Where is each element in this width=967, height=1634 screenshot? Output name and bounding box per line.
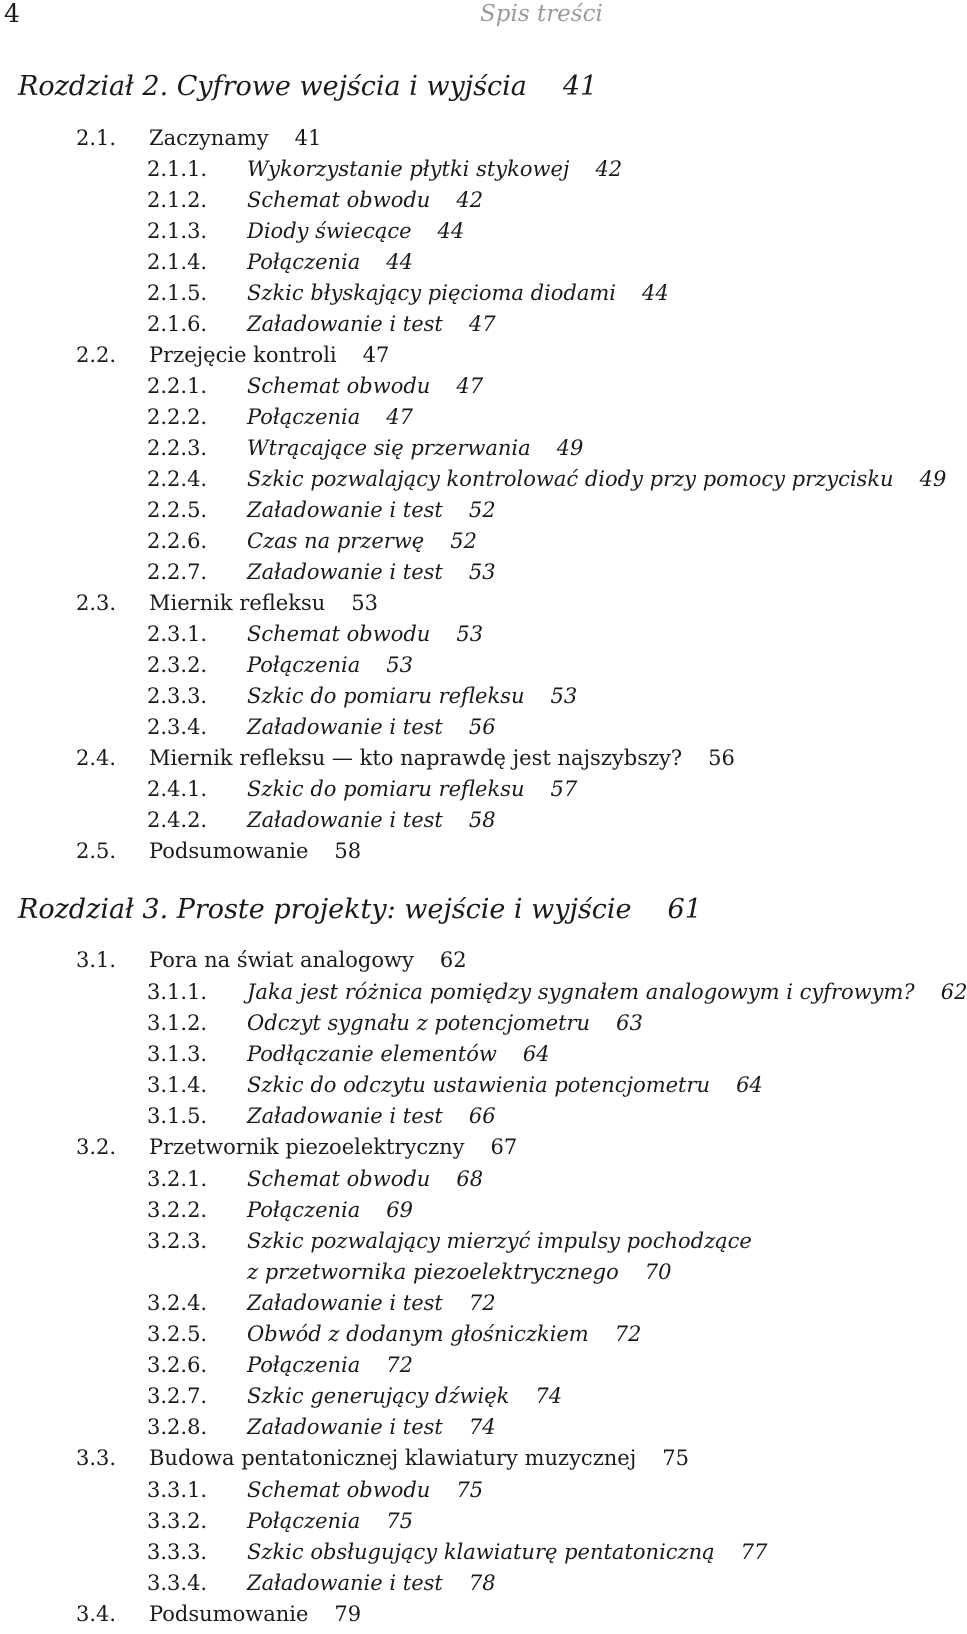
section-page-number: 41 <box>294 126 322 150</box>
section-number: 3.2.3. <box>147 1229 208 1253</box>
chapter-label: Rozdział 3. <box>18 894 177 925</box>
toc-section <box>76 1601 362 1627</box>
section-title: Połączenia 69 <box>247 1198 413 1222</box>
toc-subsection <box>147 1166 484 1192</box>
section-title: Załadowanie i test 56 <box>247 715 496 739</box>
section-page-number: 49 <box>919 467 947 491</box>
section-number: 3.2. <box>76 1135 117 1159</box>
section-page-number: 62 <box>439 948 467 972</box>
section-title: Załadowanie i test 53 <box>247 560 496 584</box>
toc-subsection <box>147 1570 496 1596</box>
toc-subsection <box>147 1321 642 1347</box>
section-title: Podsumowanie 79 <box>149 1602 362 1626</box>
section-number: 2.3.2. <box>147 653 208 677</box>
section-number: 2.3.4. <box>147 715 208 739</box>
section-page-number: 49 <box>556 436 584 460</box>
section-number: 3.1.5. <box>147 1104 208 1128</box>
section-number: 2.2.4. <box>147 467 208 491</box>
toc-subsection <box>147 373 484 399</box>
section-page-number: 67 <box>490 1135 518 1159</box>
section-page-number: 74 <box>535 1384 563 1408</box>
section-title: Wykorzystanie płytki stykowej 42 <box>247 157 623 181</box>
toc-subsection <box>147 714 496 740</box>
section-number: 2.2.1. <box>147 374 208 398</box>
section-title: Załadowanie i test 47 <box>247 312 496 336</box>
section-page-number: 58 <box>468 808 496 832</box>
page-number: 4 <box>4 0 20 28</box>
section-page-number: 72 <box>614 1322 642 1346</box>
section-title: Diody świecące 44 <box>247 219 465 243</box>
section-page-number: 75 <box>456 1478 484 1502</box>
section-page-number: 62 <box>940 980 967 1004</box>
section-page-number: 47 <box>386 405 413 429</box>
section-number: 2.1.5. <box>147 281 208 305</box>
section-page-number: 42 <box>595 157 623 181</box>
section-number: 2.4.2. <box>147 808 208 832</box>
toc-subsection <box>147 1352 413 1378</box>
toc-subsection <box>147 1072 763 1098</box>
toc-section <box>76 1134 518 1160</box>
section-number: 3.2.4. <box>147 1291 208 1315</box>
toc-subsection <box>147 683 578 709</box>
section-title: Połączenia 47 <box>247 405 413 429</box>
toc-subsection <box>147 979 967 1005</box>
toc-subsection <box>147 776 578 802</box>
section-number: 3.1.3. <box>147 1042 208 1066</box>
section-title: Załadowanie i test 58 <box>247 808 496 832</box>
section-number: 3.2.7. <box>147 1384 208 1408</box>
toc-section <box>76 342 390 368</box>
toc-subsection <box>147 280 669 306</box>
toc-subsection <box>147 1103 496 1129</box>
section-number: 3.2.8. <box>147 1415 208 1439</box>
toc-section <box>76 947 467 973</box>
toc-chapter <box>18 70 597 104</box>
toc-subsection <box>147 1290 496 1316</box>
toc-subsection <box>147 249 413 275</box>
section-number: 3.3. <box>76 1446 117 1470</box>
section-page-number: 79 <box>334 1602 362 1626</box>
section-title: Szkic pozwalający mierzyć impulsy pochodzące <box>247 1229 752 1253</box>
section-number: 3.3.3. <box>147 1540 208 1564</box>
section-title: Jaka jest różnica pomiędzy sygnałem analogowym i cyfrowym? 62 <box>247 980 967 1004</box>
section-title: Połączenia 75 <box>247 1509 413 1533</box>
section-title: Przejęcie kontroli 47 <box>149 343 390 367</box>
toc-subsection <box>147 435 584 461</box>
section-title: Połączenia 72 <box>247 1353 413 1377</box>
section-page-number: 56 <box>468 715 496 739</box>
section-number: 2.5. <box>76 839 117 863</box>
toc-subsection <box>147 187 484 213</box>
toc-subsection <box>147 652 413 678</box>
toc-section <box>76 1445 689 1471</box>
section-number: 3.4. <box>76 1602 117 1626</box>
section-title: Załadowanie i test 66 <box>247 1104 496 1128</box>
toc-subsection <box>147 311 496 337</box>
section-number: 2.3.3. <box>147 684 208 708</box>
section-number: 2.3.1. <box>147 622 208 646</box>
section-title: Podłączanie elementów 64 <box>247 1042 550 1066</box>
section-number: 2.2.2. <box>147 405 208 429</box>
section-number: 3.1.2. <box>147 1011 208 1035</box>
section-title: Obwód z dodanym głośniczkiem 72 <box>247 1322 642 1346</box>
section-number: 2.2.7. <box>147 560 208 584</box>
toc-subsection <box>147 466 947 492</box>
toc-subsection <box>147 1041 550 1067</box>
section-title: Podsumowanie 58 <box>149 839 362 863</box>
toc-subsection <box>147 404 413 430</box>
section-page-number: 78 <box>468 1571 496 1595</box>
section-page-number: 69 <box>386 1198 413 1222</box>
toc-subsection <box>147 1197 413 1223</box>
section-page-number: 58 <box>334 839 362 863</box>
section-title: Szkic generujący dźwięk 74 <box>247 1384 563 1408</box>
running-header: Spis treści <box>480 1 603 27</box>
section-number: 3.1.1. <box>147 980 208 1004</box>
section-title: Szkic pozwalający kontrolować diody przy pomocy przycisku 49 <box>247 467 947 491</box>
section-number: 2.1.4. <box>147 250 208 274</box>
chapter-title: Cyfrowe wejścia i wyjścia <box>176 71 527 102</box>
section-page-number: 74 <box>468 1415 496 1439</box>
toc-section <box>76 745 735 771</box>
toc-subsection <box>147 218 465 244</box>
toc-chapter <box>18 893 702 927</box>
section-page-number: 72 <box>386 1353 413 1377</box>
section-title: Schemat obwodu 47 <box>247 374 484 398</box>
section-number: 3.2.6. <box>147 1353 208 1377</box>
toc-subsection <box>147 559 496 585</box>
section-page-number: 47 <box>456 374 484 398</box>
section-page-number: 52 <box>450 529 477 553</box>
section-page-number: 77 <box>740 1540 768 1564</box>
toc-subsection <box>147 1539 768 1565</box>
section-title: Szkic do odczytu ustawienia potencjometru 64 <box>247 1073 763 1097</box>
section-number: 2.1.6. <box>147 312 208 336</box>
section-page-number: 47 <box>362 343 390 367</box>
section-title: Wtrącające się przerwania 49 <box>247 436 584 460</box>
section-title: Odczyt sygnału z potencjometru 63 <box>247 1011 643 1035</box>
section-number: 3.2.5. <box>147 1322 208 1346</box>
toc-section <box>76 838 362 864</box>
section-page-number: 52 <box>468 498 496 522</box>
toc-subsection <box>147 621 484 647</box>
section-title: Załadowanie i test 72 <box>247 1291 496 1315</box>
section-page-number: 42 <box>456 188 484 212</box>
section-title: z przetwornika piezoelektrycznego 70 <box>247 1260 672 1284</box>
section-number: 2.2.3. <box>147 436 208 460</box>
section-title: Załadowanie i test 52 <box>247 498 496 522</box>
section-page-number: 53 <box>456 622 484 646</box>
section-number: 2.4. <box>76 746 117 770</box>
section-number: 2.3. <box>76 591 117 615</box>
section-page-number: 53 <box>550 684 578 708</box>
section-page-number: 68 <box>456 1167 484 1191</box>
section-page-number: 57 <box>550 777 578 801</box>
section-page-number: 75 <box>386 1509 413 1533</box>
section-title: Schemat obwodu 75 <box>247 1478 484 1502</box>
toc-subsection <box>147 1508 413 1534</box>
section-number: 2.2. <box>76 343 117 367</box>
section-number: 2.2.5. <box>147 498 208 522</box>
section-number: 2.1.3. <box>147 219 208 243</box>
section-number: 2.2.6. <box>147 529 208 553</box>
section-number: 2.1.1. <box>147 157 208 181</box>
section-page-number: 64 <box>522 1042 550 1066</box>
chapter-label: Rozdział 2. <box>18 71 177 102</box>
section-number: 2.1. <box>76 126 117 150</box>
toc-subsection <box>147 1010 643 1036</box>
toc-section <box>76 125 322 151</box>
toc-subsection <box>147 1383 563 1409</box>
section-page-number: 66 <box>468 1104 496 1128</box>
section-title: Schemat obwodu 42 <box>247 188 484 212</box>
section-title: Szkic do pomiaru refleksu 57 <box>247 777 578 801</box>
toc-subsection <box>147 1477 484 1503</box>
section-title: Załadowanie i test 78 <box>247 1571 496 1595</box>
section-title: Przetwornik piezoelektryczny 67 <box>149 1135 518 1159</box>
toc-subsection <box>147 528 477 554</box>
section-title: Połączenia 44 <box>247 250 413 274</box>
section-title: Połączenia 53 <box>247 653 413 677</box>
chapter-page-number: 41 <box>562 71 598 102</box>
section-number: 3.1. <box>76 948 117 972</box>
section-title: Pora na świat analogowy 62 <box>149 948 467 972</box>
section-number: 3.3.1. <box>147 1478 208 1502</box>
section-number: 2.4.1. <box>147 777 208 801</box>
toc-section <box>76 590 378 616</box>
toc-subsection <box>147 497 496 523</box>
section-title: Schemat obwodu 68 <box>247 1167 484 1191</box>
toc-subsection <box>147 156 623 182</box>
section-title: Czas na przerwę 52 <box>247 529 477 553</box>
section-page-number: 64 <box>736 1073 763 1097</box>
toc-subsection <box>147 1228 752 1254</box>
section-page-number: 53 <box>386 653 413 677</box>
section-title: Budowa pentatonicznej klawiatury muzycznej 75 <box>149 1446 689 1470</box>
section-page-number: 44 <box>386 250 413 274</box>
section-title: Załadowanie i test 74 <box>247 1415 496 1439</box>
section-number: 3.1.4. <box>147 1073 208 1097</box>
section-page-number: 56 <box>708 746 735 770</box>
section-number: 2.1.2. <box>147 188 208 212</box>
section-title: Szkic obsługujący klawiaturę pentatoniczną 77 <box>247 1540 768 1564</box>
section-page-number: 63 <box>616 1011 643 1035</box>
section-title: Miernik refleksu — kto naprawdę jest najszybszy? 56 <box>149 746 735 770</box>
section-number: 3.3.2. <box>147 1509 208 1533</box>
section-number: 3.2.2. <box>147 1198 208 1222</box>
chapter-title: Proste projekty: wejście i wyjście <box>176 894 632 925</box>
toc-subsection <box>147 1414 496 1440</box>
section-title: Miernik refleksu 53 <box>149 591 378 615</box>
section-title: Schemat obwodu 53 <box>247 622 484 646</box>
section-page-number: 72 <box>468 1291 496 1315</box>
section-page-number: 75 <box>662 1446 689 1470</box>
section-page-number: 44 <box>642 281 669 305</box>
section-page-number: 44 <box>437 219 465 243</box>
toc-subsection <box>147 807 496 833</box>
section-page-number: 53 <box>351 591 378 615</box>
section-page-number: 70 <box>644 1260 672 1284</box>
chapter-page-number: 61 <box>667 894 702 925</box>
section-page-number: 47 <box>468 312 496 336</box>
section-title: Zaczynamy 41 <box>149 126 322 150</box>
section-title: Szkic do pomiaru refleksu 53 <box>247 684 578 708</box>
section-number: 3.2.1. <box>147 1167 208 1191</box>
section-number: 3.3.4. <box>147 1571 208 1595</box>
section-title: Szkic błyskający pięcioma diodami 44 <box>247 281 669 305</box>
section-page-number: 53 <box>468 560 496 584</box>
